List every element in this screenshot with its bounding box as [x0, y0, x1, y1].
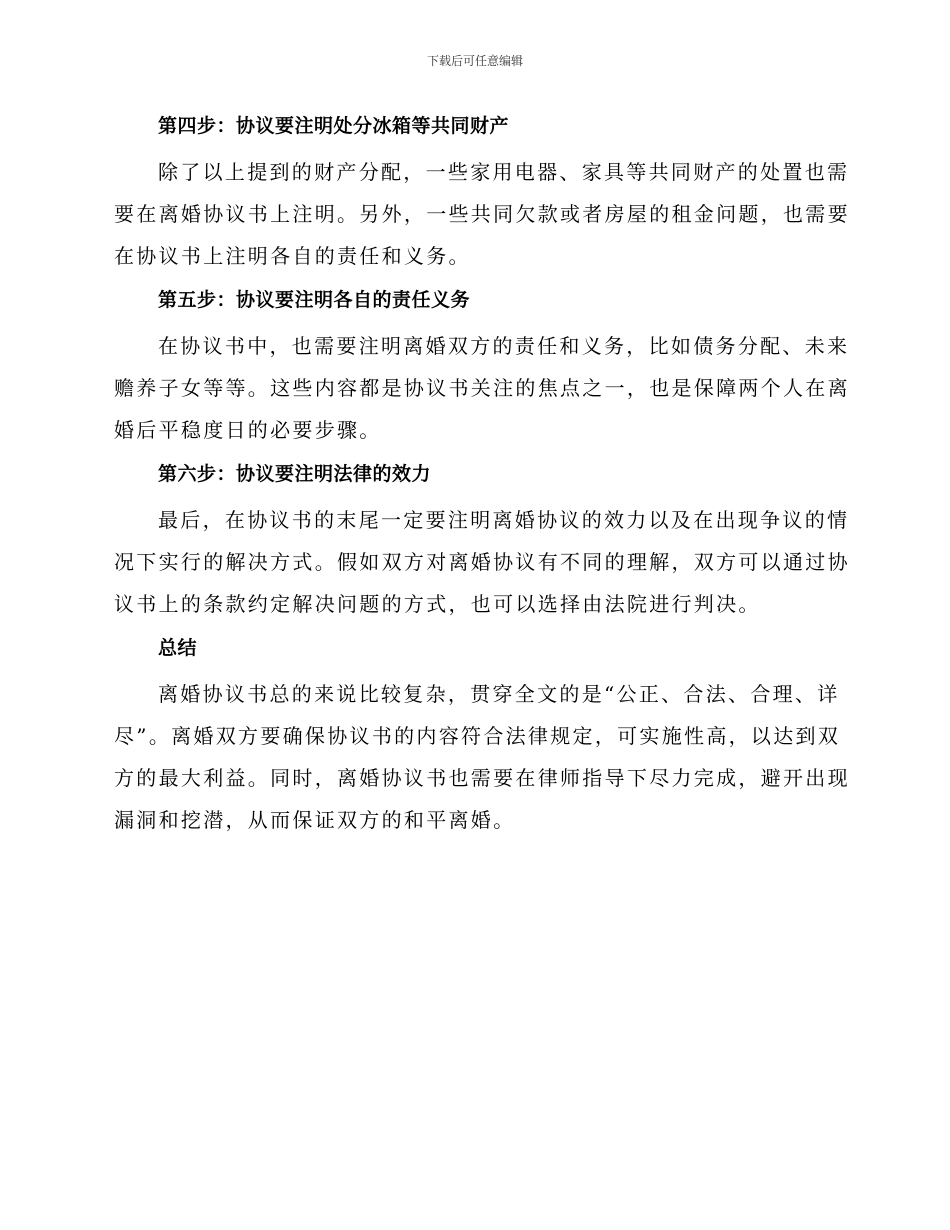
section-heading-step-5: 第五步：协议要注明各自的责任义务 [158, 289, 471, 311]
section-paragraph-step-6 [114, 499, 850, 625]
paragraph-line: 婚后平稳度日的必要步骤。 [114, 418, 382, 442]
page-header: 下载后可任意编辑 [426, 54, 523, 68]
paragraph-line: 在协议书中，也需要注明离婚双方的责任和义务，比如债务分配、未来 [158, 334, 850, 358]
paragraph-line: 漏洞和挖潜，从而保证双方的和平离婚。 [114, 808, 516, 832]
paragraph-line: 议书上的条款约定解决问题的方式，也可以选择由法院进行判决。 [114, 592, 761, 616]
paragraph-line: 在协议书上注明各自的责任和义务。 [114, 244, 471, 268]
paragraph-line: 方的最大利益。同时，离婚协议书也需要在律师指导下尽力完成，避开出现 [114, 766, 850, 790]
section-heading-summary: 总结 [158, 637, 198, 659]
section-paragraph-step-5 [114, 325, 850, 451]
section-paragraph-step-4 [114, 151, 850, 277]
document-body [114, 112, 850, 841]
paragraph-line: 要在离婚协议书上注明。另外，一些共同欠款或者房屋的租金问题，也需要 [114, 202, 850, 226]
paragraph-line: 尽”。离婚双方要确保协议书的内容符合法律规定，可实施性高，以达到双 [114, 724, 841, 748]
section-heading-step-4: 第四步：协议要注明处分冰箱等共同财产 [158, 115, 510, 137]
section-heading-step-6: 第六步：协议要注明法律的效力 [158, 463, 432, 485]
paragraph-line: 离婚协议书总的来说比较复杂，贯穿全文的是“公正、合法、合理、详 [158, 682, 840, 706]
paragraph-line: 赡养子女等等。这些内容都是协议书关注的焦点之一，也是保障两个人在离 [114, 376, 850, 400]
paragraph-line: 最后，在协议书的末尾一定要注明离婚协议的效力以及在出现争议的情 [158, 508, 850, 532]
section-paragraph-summary [114, 673, 850, 841]
paragraph-line: 除了以上提到的财产分配，一些家用电器、家具等共同财产的处置也需 [158, 160, 850, 184]
paragraph-line: 况下实行的解决方式。假如双方对离婚协议有不同的理解，双方可以通过协 [114, 550, 850, 574]
